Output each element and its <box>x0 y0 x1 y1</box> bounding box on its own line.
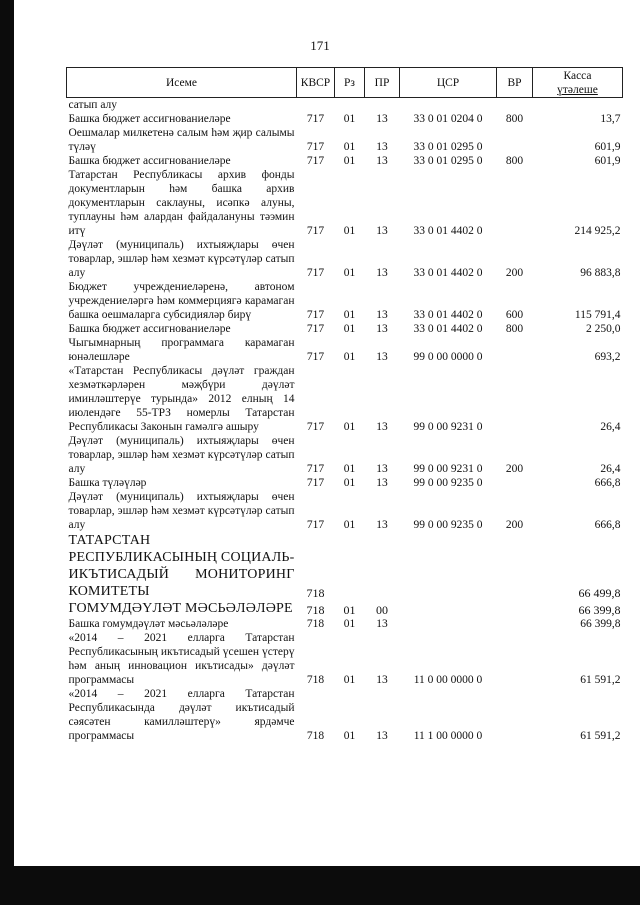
row-kvsr: 717 <box>306 477 325 489</box>
row-amount <box>533 98 623 113</box>
row-csr <box>400 532 497 600</box>
header-kassa-line2: үтәлеше <box>557 83 598 96</box>
row-amount: 66 499,8 <box>578 586 621 600</box>
row-rz: 01 <box>343 519 356 531</box>
row-kvsr: 718 <box>306 603 325 617</box>
header-kvsr: КВСР <box>297 68 335 98</box>
row-csr: 33 0 01 0204 0 <box>413 113 483 125</box>
row-pr: 13 <box>376 463 388 475</box>
row-csr: 11 1 00 0000 0 <box>413 730 483 742</box>
scan-left-edge <box>0 0 14 905</box>
table-row <box>67 336 623 364</box>
row-amount: 66 399,8 <box>578 603 621 617</box>
row-vr <box>497 364 533 434</box>
table-row <box>67 126 623 154</box>
row-csr: 33 0 01 4402 0 <box>413 225 483 237</box>
header-kassa-line1: Касса <box>563 69 592 82</box>
row-amount: 2 250,0 <box>586 323 621 335</box>
row-kvsr: 717 <box>306 323 325 335</box>
row-vr <box>497 126 533 154</box>
table-row <box>67 687 623 743</box>
row-pr: 13 <box>376 267 388 279</box>
row-name: Дәүләт (муниципаль) ихтыяҗлары өчен товарлар, эшләр һәм хезмәт күрсәтүләр сатып алу <box>68 491 295 531</box>
row-amount: 26,4 <box>600 421 621 433</box>
header-csr: ЦСР <box>400 68 497 98</box>
row-kvsr: 717 <box>306 309 325 321</box>
row-pr <box>365 98 400 113</box>
row-rz: 01 <box>343 225 356 237</box>
row-kvsr: 718 <box>306 586 325 600</box>
table-row <box>67 532 623 600</box>
row-amount: 693,2 <box>594 351 621 363</box>
row-rz <box>335 98 365 113</box>
row-amount: 26,4 <box>600 463 621 475</box>
row-pr: 13 <box>376 519 388 531</box>
row-pr: 13 <box>376 225 388 237</box>
row-vr: 800 <box>505 113 524 125</box>
row-vr: 200 <box>505 267 524 279</box>
row-pr: 13 <box>376 351 388 363</box>
row-name: Башка бюджет ассигнованиеләре <box>68 323 231 335</box>
row-csr: 99 0 00 0000 0 <box>413 351 483 363</box>
row-pr: 13 <box>376 309 388 321</box>
row-pr: 13 <box>376 155 388 167</box>
row-vr <box>497 336 533 364</box>
row-name: Татарстан Республикасы архив фонды документларын һәм башка архив документларын саклауны, исәпкә алуны, туплауны һәм алардан файдалануны тәэмин итү <box>68 169 295 237</box>
row-kvsr: 717 <box>306 141 325 153</box>
page-number: 171 <box>310 38 330 53</box>
row-name: Бюджет учреждениеләренә, автоном учреждениеләргә һәм коммерциягә карамаган башка оешмаларга субсидияләр бирү <box>68 281 295 321</box>
row-vr: 800 <box>505 323 524 335</box>
row-kvsr: 717 <box>306 155 325 167</box>
row-pr: 13 <box>376 113 388 125</box>
row-rz <box>335 532 365 600</box>
row-name: Башка гомумдәүләт мәсьәләләре <box>68 618 229 630</box>
row-amount: 666,8 <box>594 477 621 489</box>
row-name: «Татарстан Республикасы дәүләт граждан хезмәткәрләрен мәҗбүри дәүләт иминләштерүе турында» 2012 елның 14 июлендәге 55-ТРЗ номерлы Татарстан Республикасы Законын гамәлгә ашыру <box>68 365 295 433</box>
header-vr: ВР <box>497 68 533 98</box>
row-amount: 115 791,4 <box>574 309 621 321</box>
row-rz: 01 <box>343 421 356 433</box>
row-amount: 61 591,2 <box>580 674 621 686</box>
row-name: ГОМУМДӘҮЛӘТ МӘСЬӘЛӘЛӘРЕ <box>68 601 293 616</box>
row-rz: 01 <box>343 141 356 153</box>
row-kvsr: 718 <box>306 730 325 742</box>
row-kvsr: 717 <box>306 351 325 363</box>
row-rz: 01 <box>343 155 356 167</box>
table-body <box>67 98 623 744</box>
row-kvsr: 717 <box>306 225 325 237</box>
header-kassa <box>533 68 623 98</box>
row-name: Башка бюджет ассигнованиеләре <box>68 155 231 167</box>
row-csr: 33 0 01 4402 0 <box>413 309 483 321</box>
row-pr: 13 <box>376 618 388 630</box>
table-row <box>67 98 623 113</box>
row-amount: 61 591,2 <box>580 730 621 742</box>
row-pr <box>365 532 400 600</box>
row-pr: 13 <box>376 141 388 153</box>
row-vr <box>497 476 533 490</box>
row-amount: 601,9 <box>594 155 621 167</box>
table-row <box>67 617 623 631</box>
table-row <box>67 476 623 490</box>
row-rz: 01 <box>343 323 356 335</box>
row-kvsr: 717 <box>306 519 325 531</box>
header-name: Исеме <box>67 68 297 98</box>
row-csr: 33 0 01 0295 0 <box>413 141 483 153</box>
row-csr: 99 0 00 9235 0 <box>413 477 483 489</box>
row-kvsr <box>297 98 335 113</box>
row-amount: 66 399,8 <box>580 618 621 630</box>
row-csr <box>400 98 497 113</box>
table-row <box>67 434 623 476</box>
row-kvsr: 718 <box>306 674 325 686</box>
row-name: «2014 – 2021 елларга Татарстан Республикасының икътисадый үсешен үстерү һәм аның инновацион икътисады» дәүләт программасы <box>68 632 295 686</box>
row-amount: 96 883,8 <box>580 267 621 279</box>
row-csr: 99 0 00 9235 0 <box>413 519 483 531</box>
row-vr: 800 <box>505 155 524 167</box>
row-rz: 01 <box>343 674 356 686</box>
row-name: Башка бюджет ассигнованиеләре <box>68 113 231 125</box>
row-rz: 01 <box>343 267 356 279</box>
row-pr: 00 <box>376 603 388 617</box>
row-rz: 01 <box>343 463 356 475</box>
row-rz: 01 <box>343 351 356 363</box>
row-kvsr: 717 <box>306 113 325 125</box>
header-pr: ПР <box>365 68 400 98</box>
table-row <box>67 364 623 434</box>
row-vr <box>497 600 533 617</box>
table-row <box>67 631 623 687</box>
budget-table <box>66 67 623 743</box>
row-csr: 99 0 00 9231 0 <box>413 463 483 475</box>
row-rz: 01 <box>343 730 356 742</box>
row-name: «2014 – 2021 елларга Татарстан Республикасында дәүләт икътисадый сәясәтен камилләштерү» ярдәмче программасы <box>68 688 295 742</box>
row-csr: 33 0 01 0295 0 <box>413 155 483 167</box>
row-rz: 01 <box>343 618 356 630</box>
row-csr: 11 0 00 0000 0 <box>413 674 483 686</box>
row-pr: 13 <box>376 730 388 742</box>
table-row <box>67 322 623 336</box>
header-rz: Рз <box>335 68 365 98</box>
row-pr: 13 <box>376 477 388 489</box>
row-name: Дәүләт (муниципаль) ихтыяҗлары өчен товарлар, эшләр һәм хезмәт күрсәтүләр сатып алу <box>68 239 295 279</box>
row-pr: 13 <box>376 674 388 686</box>
row-vr <box>497 617 533 631</box>
row-name: Чыгымнарның программага карамаган юнәлешләре <box>68 337 295 363</box>
row-kvsr: 718 <box>306 618 325 630</box>
row-amount: 601,9 <box>594 141 621 153</box>
table-row <box>67 238 623 280</box>
row-amount: 214 925,2 <box>574 225 621 237</box>
row-csr: 33 0 01 4402 0 <box>413 267 483 279</box>
row-vr: 200 <box>505 519 524 531</box>
scan-bottom-edge <box>0 866 640 905</box>
row-vr <box>497 532 533 600</box>
table-row <box>67 600 623 617</box>
row-vr: 600 <box>505 309 524 321</box>
table-row <box>67 280 623 322</box>
row-csr: 33 0 01 4402 0 <box>413 323 483 335</box>
table-row <box>67 154 623 168</box>
row-rz: 01 <box>343 603 356 617</box>
row-name: Оешмалар милкетенә салым һәм җир салымы түләү <box>68 127 295 153</box>
row-vr <box>497 168 533 238</box>
row-rz: 01 <box>343 477 356 489</box>
row-vr <box>497 98 533 113</box>
row-vr <box>497 631 533 687</box>
row-amount: 666,8 <box>594 519 621 531</box>
row-kvsr: 717 <box>306 421 325 433</box>
row-csr <box>400 600 497 617</box>
row-name: Башка түләүләр <box>68 477 147 489</box>
row-name: сатып алу <box>68 99 118 111</box>
table-row <box>67 490 623 532</box>
table-header-row <box>67 68 623 98</box>
row-pr: 13 <box>376 323 388 335</box>
row-pr: 13 <box>376 421 388 433</box>
row-name: ТАТАРСТАН РЕСПУБЛИКАСЫНЫҢ СОЦИАЛЬ-ИКЪТИСАДЫЙ МОНИТОРИНГ КОМИТЕТЫ <box>68 533 295 599</box>
row-name: Дәүләт (муниципаль) ихтыяҗлары өчен товарлар, эшләр һәм хезмәт күрсәтүләр сатып алу <box>68 435 295 475</box>
row-vr: 200 <box>505 463 524 475</box>
row-amount: 13,7 <box>600 113 621 125</box>
row-rz: 01 <box>343 113 356 125</box>
row-csr <box>400 617 497 631</box>
row-kvsr: 717 <box>306 463 325 475</box>
table-row <box>67 112 623 126</box>
row-rz: 01 <box>343 309 356 321</box>
row-kvsr: 717 <box>306 267 325 279</box>
row-vr <box>497 687 533 743</box>
table-row <box>67 168 623 238</box>
row-csr: 99 0 00 9231 0 <box>413 421 483 433</box>
